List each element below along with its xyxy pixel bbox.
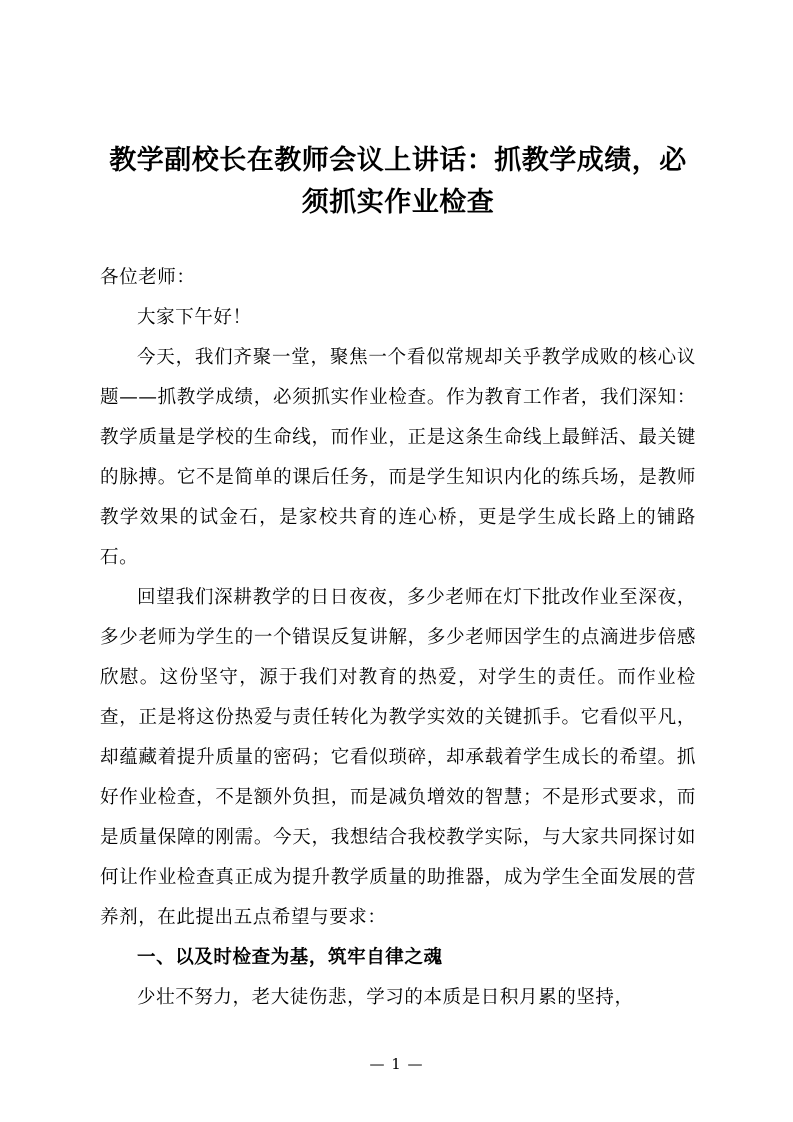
salutation-line: 各位老师： <box>100 267 196 288</box>
paragraph-reflection: 回望我们深耕教学的日日夜夜，多少老师在灯下批改作业至深夜，多少老师为学生的一个错误反复讲解，多少老师因学生的点滴进步倍感欣慰。这份坚守，源于我们对教育的热爱，对学生的责任。而作业检查，正是将这份热爱与责任转化为教学实效的关键抓手。它看似平凡，却蕴藏着提升质量的密码；它看似琐碎，却承载着学生成长的希望。抓好作业检查，不是额外负担，而是减负增效的智慧；不是形式要求，而是质量保障的刚需。今天，我想结合我校教学实际，与大家共同探讨如何让作业检查真正成为提升教学质量的助推器，成为学生全面发展的营养剂，在此提出五点希望与要求： <box>100 587 696 928</box>
section-heading-one: 一、以及时检查为基，筑牢自律之魂 <box>137 947 443 968</box>
document-body <box>100 140 696 1018</box>
paragraph-section-one-start: 少壮不努力，老大徒伤悲，学习的本质是日积月累的坚持， <box>137 987 634 1008</box>
page-number: — 1 — <box>369 1055 424 1073</box>
paragraph-topic-intro: 今天，我们齐聚一堂，聚焦一个看似常规却关乎教学成败的核心议题——抓教学成绩，必须抓实作业检查。作为教育工作者，我们深知：教学质量是学校的生命线，而作业，正是这条生命线上最鲜活、最关键的脉搏。它不是简单的课后任务，而是学生知识内化的练兵场，是教师教学效果的试金石，是家校共育的连心桥，更是学生成长路上的铺路石。 <box>100 347 696 568</box>
page-title: 教学副校长在教师会议上讲话：抓教学成绩，必须抓实作业检查 <box>109 145 687 218</box>
paragraph-greeting: 大家下午好！ <box>137 307 252 328</box>
